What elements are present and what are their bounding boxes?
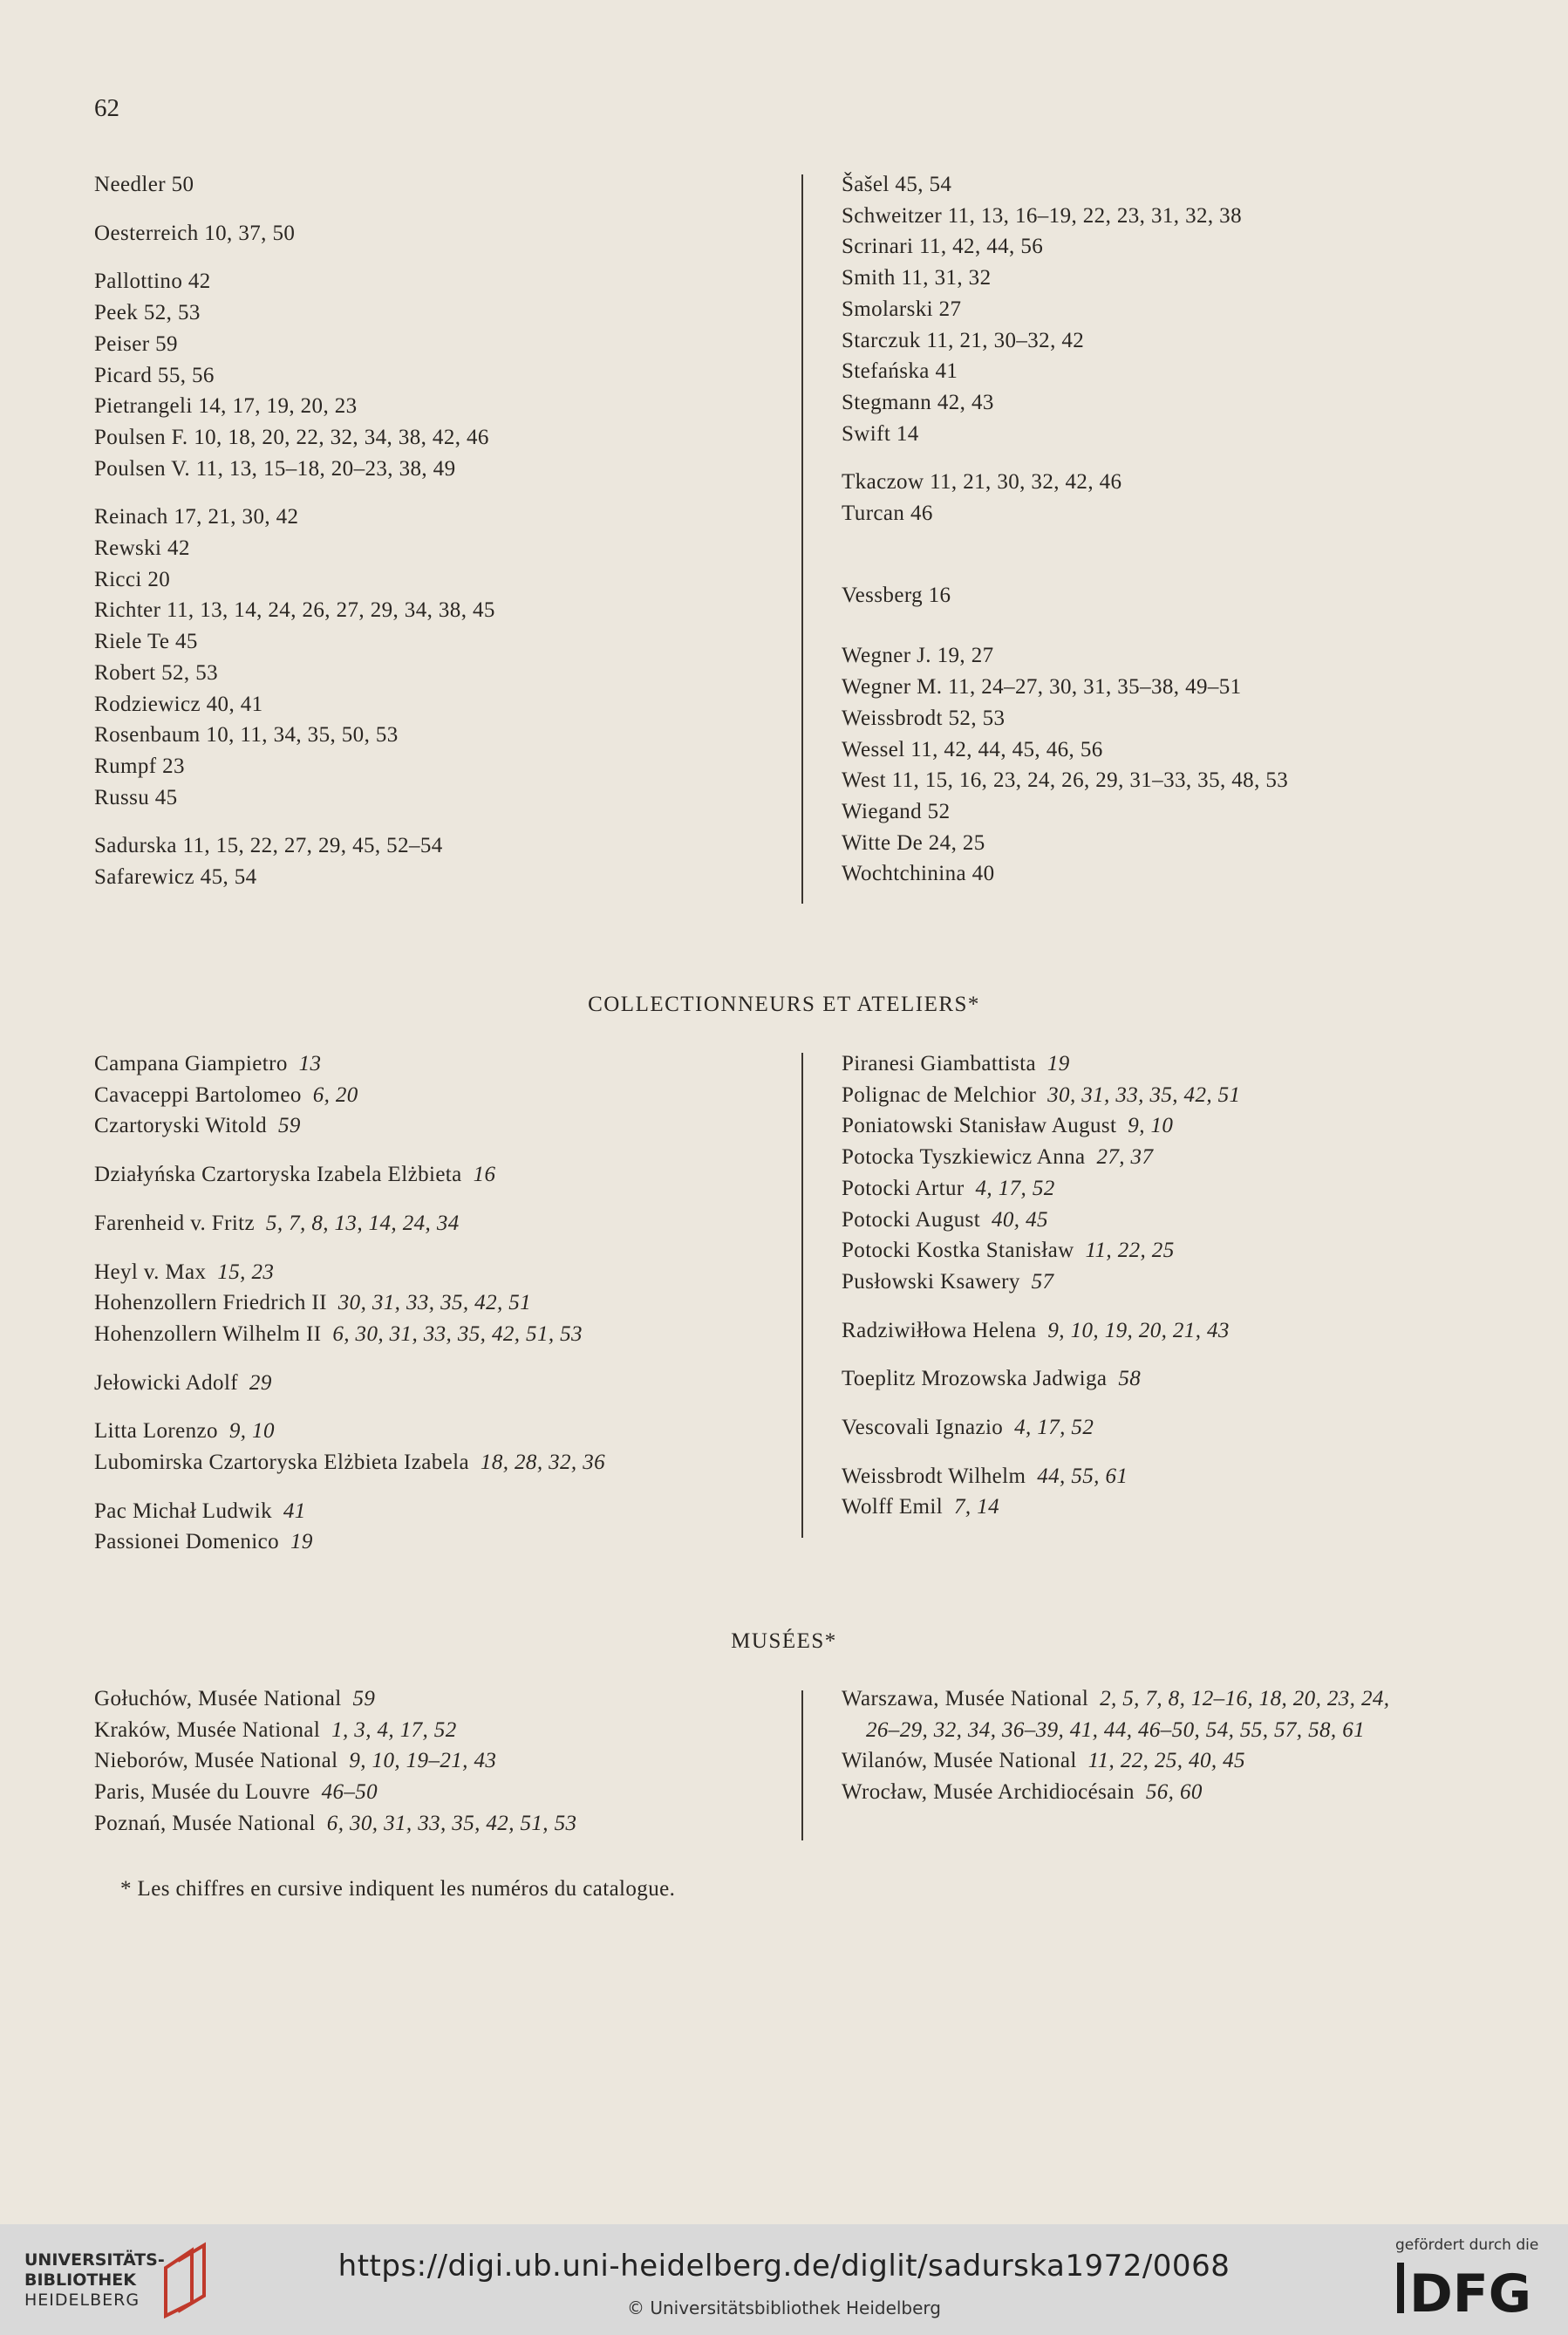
entry-name: Potocki Kostka Stanisław <box>842 1239 1074 1263</box>
index-entry <box>842 1048 1240 1080</box>
catalogue-numbers: 9, 10 <box>1128 1114 1174 1138</box>
group-gap <box>94 249 495 266</box>
catalogue-numbers: 1, 3, 4, 17, 52 <box>331 1717 457 1742</box>
catalogue-numbers: 13 <box>298 1052 322 1075</box>
index-entry <box>94 1319 605 1350</box>
collectors-left-column <box>94 1048 605 1558</box>
entry-name: Paris, Musée du Louvre <box>94 1780 310 1805</box>
group-gap <box>94 1191 605 1208</box>
index-entry: Schweitzer 11, 13, 16–19, 22, 23, 31, 32, 38 <box>842 203 1242 228</box>
catalogue-numbers: 29 <box>249 1370 272 1395</box>
catalogue-numbers: 59 <box>277 1114 301 1138</box>
entry-name: Wilanów, Musée National <box>842 1749 1077 1773</box>
index-entry <box>842 1142 1240 1173</box>
index-entry <box>842 1745 1389 1777</box>
entry-name: Lubomirska Czartoryska Elżbieta Izabela <box>94 1451 470 1475</box>
entry-name: Cavaceppi Bartolomeo <box>94 1082 302 1107</box>
library-name-line: UNIVERSITÄTS- <box>24 2250 165 2270</box>
index-entry <box>94 1808 576 1840</box>
index-entry <box>94 1715 576 1746</box>
index-left-column <box>94 169 495 893</box>
index-entry: Smith 11, 31, 32 <box>842 266 992 290</box>
index-entry <box>842 1683 1389 1715</box>
group-gap <box>842 611 1288 640</box>
index-entry: Stefańska 41 <box>842 359 958 384</box>
index-entry <box>94 1496 605 1527</box>
index-entry <box>94 1287 605 1319</box>
catalogue-numbers: 41 <box>283 1499 306 1523</box>
catalogue-numbers: 19 <box>290 1530 313 1554</box>
index-entry <box>94 1526 605 1558</box>
catalogue-numbers: 6, 20 <box>312 1082 358 1107</box>
index-entry <box>94 1257 605 1288</box>
catalogue-numbers: 19 <box>1046 1052 1070 1075</box>
index-entry <box>842 1205 1240 1236</box>
index-entry: Wochtchinina 40 <box>842 862 995 886</box>
entry-name: Wrocław, Musée Archidiocésain <box>842 1780 1135 1805</box>
index-entry: Vessberg 16 <box>842 583 951 607</box>
index-entry: Picard 55, 56 <box>94 363 215 387</box>
group-gap <box>842 1444 1240 1461</box>
index-entry <box>94 1208 605 1239</box>
catalogue-numbers: 58 <box>1118 1367 1142 1391</box>
group-gap <box>842 449 1288 467</box>
museums-heading: MUSÉES* <box>731 1629 837 1653</box>
index-entry <box>94 1745 576 1777</box>
index-entry: Richter 11, 13, 14, 24, 26, 27, 29, 34, 38, 45 <box>94 598 495 623</box>
index-entry <box>94 1159 605 1191</box>
index-entry: Oesterreich 10, 37, 50 <box>94 221 296 245</box>
catalogue-numbers: 4, 17, 52 <box>975 1176 1055 1200</box>
index-entry: Safarewicz 45, 54 <box>94 865 257 890</box>
index-entry: Smolarski 27 <box>842 297 962 321</box>
index-entry: Wessel 11, 42, 44, 45, 46, 56 <box>842 737 1103 761</box>
catalogue-numbers: 18, 28, 32, 36 <box>480 1451 606 1475</box>
catalogue-numbers: 46–50 <box>321 1780 378 1805</box>
index-entry <box>842 1715 1389 1746</box>
entry-name: Warszawa, Musée National <box>842 1687 1089 1710</box>
group-gap <box>94 1478 605 1496</box>
index-entry: Wegner J. 19, 27 <box>842 644 994 668</box>
catalogue-numbers: 44, 55, 61 <box>1037 1464 1128 1488</box>
catalogue-numbers: 30, 31, 33, 35, 42, 51 <box>337 1291 532 1315</box>
catalogue-numbers: 59 <box>352 1687 376 1710</box>
index-entry <box>94 1368 605 1399</box>
entry-name: Vescovali Ignazio <box>842 1416 1004 1440</box>
footer-bar <box>0 2224 1568 2335</box>
group-gap <box>94 201 495 218</box>
collectors-heading: COLLECTIONNEURS ET ATELIERS* <box>588 993 980 1016</box>
index-entry: Sadurska 11, 15, 22, 27, 29, 45, 52–54 <box>94 834 443 858</box>
column-divider <box>801 174 803 904</box>
entry-name: Farenheid v. Fritz <box>94 1211 256 1235</box>
dfg-logo-icon <box>1394 2259 1551 2320</box>
entry-name: Potocki August <box>842 1207 981 1232</box>
entry-name: Czartoryski Witold <box>94 1114 268 1138</box>
index-entry <box>842 1110 1240 1142</box>
index-entry <box>842 1412 1240 1444</box>
index-entry: Rodziewicz 40, 41 <box>94 692 263 716</box>
index-entry: Robert 52, 53 <box>94 660 218 685</box>
entry-name: Weissbrodt Wilhelm <box>842 1464 1026 1488</box>
index-entry: Wegner M. 11, 24–27, 30, 31, 35–38, 49–51 <box>842 675 1242 700</box>
index-entry: Riele Te 45 <box>94 630 198 654</box>
index-entry: Pietrangeli 14, 17, 19, 20, 23 <box>94 394 358 419</box>
collectors-right-column <box>842 1048 1240 1523</box>
group-gap <box>842 1346 1240 1363</box>
catalogue-numbers: 16 <box>473 1163 496 1187</box>
index-entry <box>94 1416 605 1447</box>
museums-left-column <box>94 1683 576 1840</box>
entry-name: Nieborów, Musée National <box>94 1749 338 1773</box>
index-entry <box>94 1048 605 1080</box>
entry-name: Poniatowski Stanisław August <box>842 1114 1117 1138</box>
index-entry <box>842 1492 1240 1523</box>
catalogue-numbers: 6, 30, 31, 33, 35, 42, 51, 53 <box>332 1321 583 1346</box>
index-entry <box>94 1447 605 1478</box>
catalogue-numbers: 9, 10, 19, 20, 21, 43 <box>1047 1318 1230 1342</box>
index-entry <box>842 1363 1240 1395</box>
entry-name: Litta Lorenzo <box>94 1419 218 1444</box>
index-entry: Poulsen F. 10, 18, 20, 22, 32, 34, 38, 42, 46 <box>94 425 489 449</box>
index-entry: Turcan 46 <box>842 502 933 526</box>
entry-name: Piranesi Giambattista <box>842 1052 1036 1075</box>
library-name-line: BIBLIOTHEK <box>24 2270 136 2290</box>
group-gap <box>94 813 495 830</box>
index-entry: Weissbrodt 52, 53 <box>842 706 1006 730</box>
dfg-logo-text: DFG <box>1409 2263 1532 2320</box>
index-entry <box>842 1173 1240 1205</box>
index-entry: Peiser 59 <box>94 331 178 356</box>
index-entry: Swift 14 <box>842 421 919 446</box>
entry-name: Potocki Artur <box>842 1176 965 1200</box>
entry-name: Toeplitz Mrozowska Jadwiga <box>842 1367 1108 1391</box>
catalogue-numbers: 7, 14 <box>954 1495 1000 1519</box>
group-gap <box>94 484 495 502</box>
index-entry: Tkaczow 11, 21, 30, 32, 42, 46 <box>842 470 1122 495</box>
library-city-line: HEIDELBERG <box>24 2291 140 2310</box>
footnote: * Les chiffres en cursive indiquent les numéros du catalogue. <box>120 1877 676 1901</box>
index-entry <box>842 1235 1240 1266</box>
index-entry <box>94 1683 576 1715</box>
index-entry: Needler 50 <box>94 173 194 196</box>
index-entry: Pallottino 42 <box>94 270 211 294</box>
index-entry: Rewski 42 <box>94 536 190 561</box>
entry-name: Radziwiłłowa Helena <box>842 1318 1037 1342</box>
entry-name: Pusłowski Ksawery <box>842 1269 1020 1294</box>
index-entry: Starczuk 11, 21, 30–32, 42 <box>842 328 1085 352</box>
index-entry: Witte De 24, 25 <box>842 830 985 855</box>
entry-name: Pac Michał Ludwik <box>94 1499 272 1523</box>
column-divider <box>801 1053 803 1538</box>
index-entry: Peek 52, 53 <box>94 301 201 325</box>
entry-name: Hohenzollern Friedrich II <box>94 1291 327 1315</box>
catalogue-numbers: 9, 10, 19–21, 43 <box>349 1749 497 1773</box>
index-entry: Poulsen V. 11, 13, 15–18, 20–23, 38, 49 <box>94 456 456 481</box>
index-entry: Rumpf 23 <box>94 754 185 778</box>
column-divider <box>801 1690 803 1840</box>
entry-name: Heyl v. Max <box>94 1260 207 1284</box>
catalogue-numbers: 9, 10 <box>228 1419 275 1444</box>
index-entry: West 11, 15, 16, 23, 24, 26, 29, 31–33, 35, 48, 53 <box>842 768 1289 793</box>
page-number: 62 <box>94 94 119 122</box>
copyright-text: © Universitätsbibliothek Heidelberg <box>626 2297 941 2318</box>
catalogue-numbers: 26–29, 32, 34, 36–39, 41, 44, 46–50, 54, 55, 57, 58, 61 <box>866 1717 1365 1742</box>
group-gap <box>842 529 1288 580</box>
group-gap <box>94 1398 605 1416</box>
group-gap <box>94 1239 605 1257</box>
index-entry <box>842 1266 1240 1298</box>
entry-name: Działyńska Czartoryska Izabela Elżbieta <box>94 1163 462 1187</box>
entry-name: Gołuchów, Musée National <box>94 1687 342 1710</box>
entry-name: Hohenzollern Wilhelm II <box>94 1321 322 1346</box>
group-gap <box>842 1298 1240 1315</box>
catalogue-numbers: 4, 17, 52 <box>1014 1416 1094 1440</box>
museums-right-column <box>842 1683 1389 1808</box>
entry-name: Passionei Domenico <box>94 1530 280 1554</box>
group-gap <box>94 1350 605 1368</box>
index-entry <box>94 1080 605 1111</box>
entry-name: Kraków, Musée National <box>94 1717 321 1742</box>
index-entry: Russu 45 <box>94 785 178 809</box>
index-entry: Ricci 20 <box>94 567 171 591</box>
catalogue-numbers: 2, 5, 7, 8, 12–16, 18, 20, 23, 24, <box>1100 1687 1390 1710</box>
index-entry <box>842 1080 1240 1111</box>
entry-name: Poznań, Musée National <box>94 1811 316 1835</box>
catalogue-numbers: 27, 37 <box>1096 1145 1154 1170</box>
funding-caption: gefördert durch die <box>1395 2236 1539 2254</box>
entry-name: Campana Giampietro <box>94 1052 288 1075</box>
group-gap <box>94 1142 605 1159</box>
entry-name: Wolff Emil <box>842 1495 944 1519</box>
index-entry: Stegmann 42, 43 <box>842 390 994 414</box>
index-entry: Wiegand 52 <box>842 799 951 823</box>
entry-name: Polignac de Melchior <box>842 1082 1037 1107</box>
catalogue-numbers: 56, 60 <box>1145 1780 1203 1805</box>
index-entry: Šašel 45, 54 <box>842 173 952 196</box>
index-entry <box>842 1461 1240 1492</box>
group-gap <box>842 1395 1240 1412</box>
index-entry <box>842 1777 1389 1808</box>
catalogue-numbers: 57 <box>1031 1269 1054 1294</box>
catalogue-numbers: 5, 7, 8, 13, 14, 24, 34 <box>265 1211 460 1235</box>
index-right-column <box>842 169 1288 890</box>
index-entry <box>842 1315 1240 1347</box>
index-entry: Rosenbaum 10, 11, 34, 35, 50, 53 <box>94 723 399 748</box>
catalogue-numbers: 30, 31, 33, 35, 42, 51 <box>1047 1082 1241 1107</box>
document-url-link[interactable]: https://digi.ub.uni-heidelberg.de/diglit/sadurska1972/0068 <box>337 2249 1231 2284</box>
entry-name: Potocka Tyszkiewicz Anna <box>842 1145 1086 1170</box>
entry-name: Jełowicki Adolf <box>94 1370 239 1395</box>
catalogue-numbers: 11, 22, 25, 40, 45 <box>1087 1749 1245 1773</box>
catalogue-numbers: 11, 22, 25 <box>1085 1239 1175 1263</box>
index-entry: Reinach 17, 21, 30, 42 <box>94 505 299 529</box>
catalogue-numbers: 15, 23 <box>217 1260 275 1284</box>
catalogue-numbers: 6, 30, 31, 33, 35, 42, 51, 53 <box>326 1811 577 1835</box>
index-entry <box>94 1777 576 1808</box>
index-entry <box>94 1110 605 1142</box>
index-entry: Scrinari 11, 42, 44, 56 <box>842 235 1044 259</box>
catalogue-numbers: 40, 45 <box>992 1207 1048 1232</box>
